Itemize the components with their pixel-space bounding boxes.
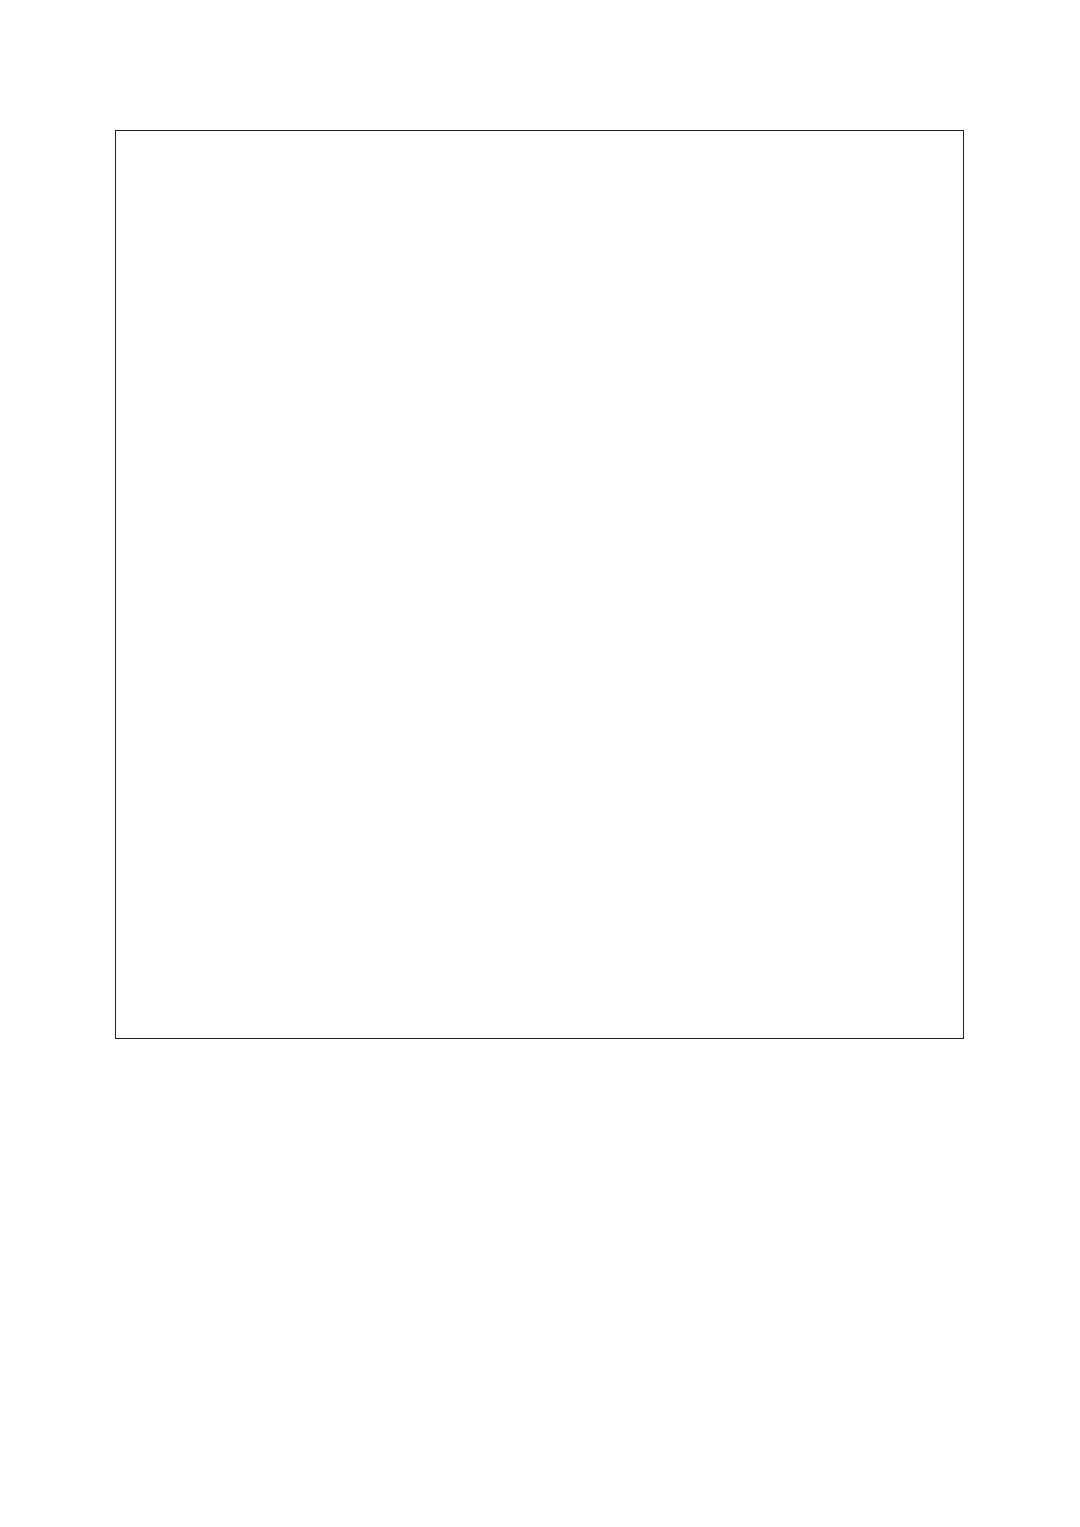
- text-body: [126, 137, 953, 194]
- section-heading: [126, 137, 953, 194]
- content-frame: [115, 130, 964, 1039]
